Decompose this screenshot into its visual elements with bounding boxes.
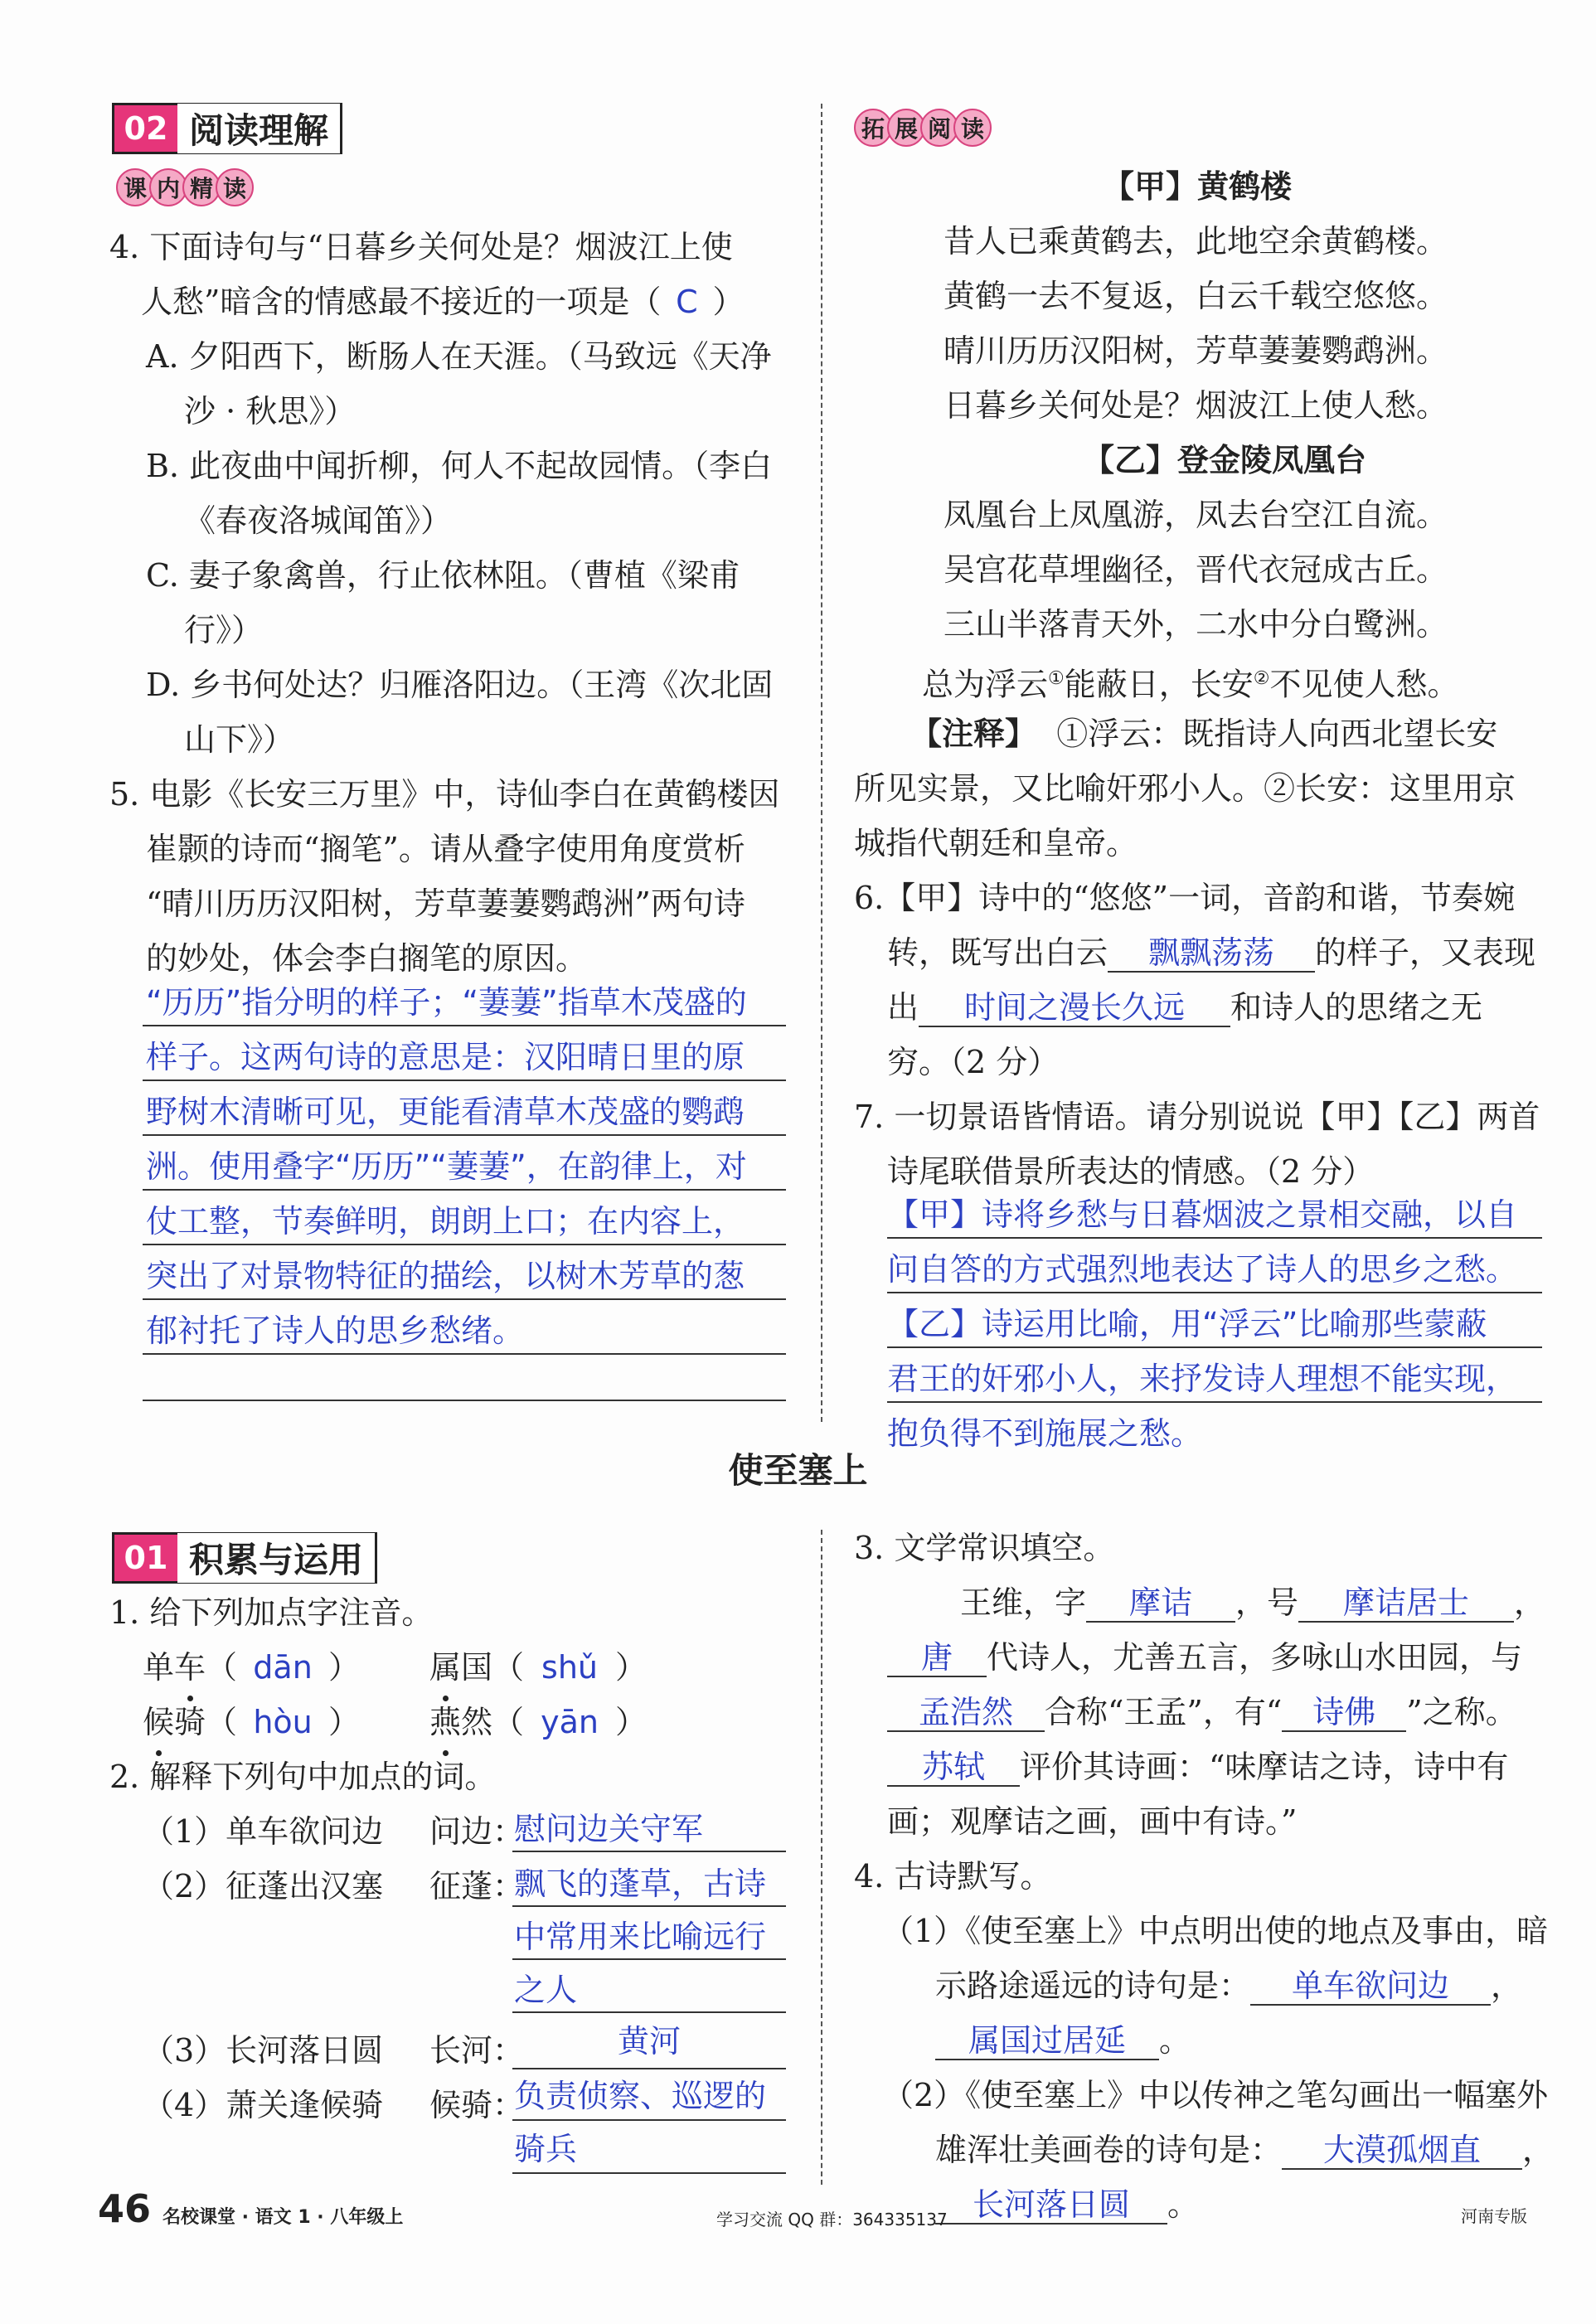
q4-line1: 4. 下面诗句与“日暮乡关何处是？烟波江上使: [109, 229, 733, 265]
q5-answer-line: 郁衬托了诗人的思乡愁绪。: [146, 1312, 525, 1349]
q4-option-c-source: 行》）: [184, 612, 264, 648]
answer-rule: [512, 1958, 786, 1960]
footer-qq: 学习交流 QQ 群：364335137: [716, 2210, 948, 2229]
q7-line2: 诗尾联借景所表达的情感。（2 分）: [887, 1153, 1375, 1190]
answer-rule: [143, 1400, 786, 1401]
footer-region: 河南专版: [1461, 2206, 1527, 2226]
b-q3-line4: 孟浩然 合称“王孟”，有“ 诗佛 ”之称。: [887, 1685, 1517, 1739]
q6-line1: 6.【甲】诗中的“悠悠”一词，音韵和谐，节奏婉: [854, 880, 1516, 916]
q5-answer-line: 仗工整，节奏鲜明，朗朗上口；在内容上，: [146, 1203, 745, 1240]
b-q4-title: 4. 古诗默写。: [854, 1858, 1052, 1895]
b-q4-sub2-line2: 雄浑壮美画卷的诗句是： 大漠孤烟直 ，: [935, 2132, 1555, 2168]
q5-answer-line: 样子。这两句诗的意思是：汉阳晴日里的原: [146, 1039, 745, 1075]
q5-line4: 的妙处，体会李白搁笔的原因。: [146, 940, 588, 977]
poem-jia-line: 日暮乡关何处是？烟波江上使人愁。: [944, 387, 1448, 424]
poem-yi-line: 凤凰台上凤凰游，凤去台空江自流。: [944, 497, 1448, 533]
b-q3-line2: 王维，字 摩诘 ，号 摩诘居士 ，: [960, 1584, 1546, 1621]
b-q4-sub2-line1: （2）《使至塞上》中以传神之笔勾画出一幅塞外: [882, 2077, 1549, 2113]
q5-answer-line: 洲。使用叠字“历历”“萋萋”，在韵律上，对: [146, 1148, 747, 1185]
answer-rule: [887, 1401, 1542, 1403]
q7-answer-line: 【乙】诗运用比喻，用“浮云”比喻那些蒙蔽: [887, 1306, 1487, 1342]
answer-rule: [512, 1905, 786, 1907]
q7-answer-line: 问自答的方式强烈地表达了诗人的思乡之愁。: [887, 1251, 1518, 1288]
b-q2-answer: 负责侦察、巡逻的: [514, 2078, 767, 2114]
kenei-jingdu-label: 课 内 精 读: [116, 166, 249, 209]
b-q3-line5: 苏轼 评价其诗画：“味摩诘之诗，诗中有: [887, 1739, 1508, 1794]
section-title: 积累与运用: [177, 1533, 375, 1583]
b-q1-title: 1. 给下列加点字注音。: [109, 1594, 434, 1631]
b-q3-line6: 画；观摩诘之画，画中有诗。”: [887, 1803, 1298, 1840]
q6-answer2: 时间之漫长久远: [919, 989, 1230, 1027]
q4-line2: 人愁”暗含的情感最不接近的一项是（ C ）: [141, 274, 744, 329]
footer-book: 名校课堂 · 语文 1 · 八年级上: [163, 2207, 404, 2228]
q5-answer-line: 野树木清晰可见，更能看清草木茂盛的鹦鹉: [146, 1094, 745, 1130]
answer-rule: [143, 1025, 786, 1026]
b-q2-word1: 问边：: [429, 1813, 525, 1850]
q4-option-b: B. 此夜曲中闻折柳，何人不起故园情。（李白: [146, 448, 773, 484]
section-badge-accumulate: [112, 1532, 377, 1584]
answer-rule: [512, 2068, 786, 2069]
poem-jia-line: 昔人已乘黄鹤去，此地空余黄鹤楼。: [944, 223, 1448, 260]
b-q2-answer: 飘飞的蓬草，古诗: [514, 1866, 767, 1902]
q4-option-b-source: 《春夜洛城闻笛》）: [184, 502, 453, 539]
b-q2-answer: 中常用来比喻远行: [514, 1919, 767, 1955]
answer-rule: [143, 1244, 786, 1245]
note-line2: 所见实景，又比喻奸邪小人。②长安：这里用京: [854, 770, 1516, 807]
b-q2-answer: 慰问边关守军: [514, 1811, 704, 1847]
answer-rule: [512, 2172, 786, 2174]
answer-rule: [887, 1346, 1542, 1348]
answer-rule: [143, 1353, 786, 1355]
b-q2-word4: 候骑：: [429, 2087, 525, 2123]
poem-yi-line: 三山半落青天外，二水中分白鹭洲。: [944, 606, 1448, 643]
answer-rule: [143, 1080, 786, 1081]
q4-answer: C: [676, 284, 698, 320]
poem-yi-last-line: 总为浮云①能蔽日，长安②不见使人愁。: [922, 666, 1459, 703]
section-number: 01: [114, 1535, 177, 1581]
poem-jia-line: 黄鹤一去不复返，白云千载空悠悠。: [944, 278, 1448, 314]
q5-answer-line: “历历”指分明的样子；“萋萋”指草木茂盛的: [146, 984, 747, 1021]
pinyin-item-danche: 单车（ dān ）: [143, 1640, 360, 1695]
q5-line2: 崔颢的诗而“搁笔”。请从叠字使用角度赏析: [146, 831, 745, 867]
answer-rule: [512, 2119, 786, 2121]
b-q2-item1: （1）单车欲问边: [143, 1813, 384, 1850]
answer-rule: [887, 1237, 1542, 1239]
note-line1: 【注释】 ①浮云：既指诗人向西北望长安: [910, 716, 1498, 752]
q6-line3: 出 时间之漫长久远 和诗人的思绪之无: [887, 989, 1483, 1026]
q7-line1: 7. 一切景语皆情语。请分别说说【甲】【乙】两首: [854, 1099, 1540, 1135]
q6-line2: 转，既写出白云 飘飘荡荡 的样子，又表现: [887, 934, 1536, 971]
q4-option-d-source: 山下》）: [184, 721, 295, 758]
section-title: 阅读理解: [177, 104, 340, 153]
q6-line4: 穷。（2 分）: [887, 1044, 1060, 1080]
b-q2-answer: 黄河: [617, 2023, 681, 2060]
q4-option-a: A. 夕阳西下，断肠人在天涯。（马致远《天净: [146, 338, 772, 375]
q4-option-d: D. 乡书何处达？归雁洛阳边。（王湾《次北固: [146, 667, 774, 703]
b-q3-title: 3. 文学常识填空。: [854, 1530, 1115, 1566]
q7-answer-line: 【甲】诗将乡愁与日暮烟波之景相交融，以自: [887, 1196, 1518, 1233]
poem-yi-line: 吴宫花草埋幽径，晋代衣冠成古丘。: [944, 551, 1448, 588]
b-q2-title: 2. 解释下列句中加点的词。: [109, 1759, 497, 1795]
q7-answer-line: 君王的奸邪小人，来抒发诗人理想不能实现，: [887, 1361, 1518, 1397]
q5-line1: 5. 电影《长安三万里》中，诗仙李白在黄鹤楼因: [109, 776, 780, 813]
b-q2-word2: 征蓬：: [429, 1868, 525, 1904]
column-divider: [821, 1530, 822, 2185]
b-q2-answer: 之人: [514, 1972, 578, 2008]
b-q4-sub1-line3: 属国过居延 。: [935, 2013, 1191, 2068]
b-q2-word3: 长河：: [429, 2032, 525, 2069]
q4-option-a-source: 沙 · 秋思》）: [184, 393, 357, 429]
b-q2-answer: 骑兵: [514, 2131, 578, 2167]
b-q2-item3: （3）长河落日圆: [143, 2032, 384, 2069]
answer-rule: [887, 1292, 1542, 1293]
q6-answer1: 飘飘荡荡: [1108, 934, 1315, 973]
b-q4-sub2-line3: 长河落日圆 。: [935, 2177, 1199, 2232]
answer-rule: [143, 1298, 786, 1300]
b-q3-line3: 唐 代诗人，尤善五言，多咏山水田园，与: [887, 1630, 1522, 1685]
q4-option-c: C. 妻子象禽兽，行止依林阻。（曹植《梁甫: [146, 557, 740, 594]
b-q2-item2: （2）征蓬出汉塞: [143, 1868, 384, 1904]
q7-answer-line: 抱负得不到施展之愁。: [887, 1415, 1203, 1452]
pinyin-item-houqi: 候骑（ hòu ）: [143, 1695, 360, 1749]
page-number: 46: [98, 2186, 152, 2231]
poem-jia-line: 晴川历历汉阳树，芳草萋萋鹦鹉洲。: [944, 332, 1448, 369]
answer-rule: [512, 2011, 786, 2013]
b-q2-item4: （4）萧关逢候骑: [143, 2087, 384, 2123]
answer-rule: [512, 1851, 786, 1852]
pinyin-item-yanran: 燕然（ yān ）: [429, 1695, 647, 1749]
pinyin-item-shuguo: 属国（ shǔ ）: [429, 1640, 647, 1695]
poem-yi-title: 【乙】登金陵凤凰台: [1083, 442, 1367, 478]
section-badge-reading: [112, 103, 342, 154]
lesson-title: 使至塞上: [728, 1450, 868, 1491]
section-number: 02: [114, 105, 177, 152]
b-q4-sub1-line2: 示路途遥远的诗句是： 单车欲问边 ，: [935, 1967, 1523, 2004]
answer-rule: [143, 1189, 786, 1191]
note-line3: 城指代朝廷和皇帝。: [854, 825, 1138, 861]
answer-rule: [143, 1134, 786, 1136]
q5-line3: “晴川历历汉阳树，芳草萋萋鹦鹉洲”两句诗: [146, 885, 745, 922]
poem-jia-title: 【甲】黄鹤楼: [1103, 168, 1293, 205]
b-q4-sub1-line1: （1）《使至塞上》中点明出使的地点及事由，暗: [882, 1913, 1549, 1949]
tuozhan-yuedu-label: 拓 展 阅 读: [854, 106, 987, 149]
q5-answer-line: 突出了对景物特征的描绘，以树木芳草的葱: [146, 1258, 745, 1294]
column-divider: [821, 104, 822, 1422]
